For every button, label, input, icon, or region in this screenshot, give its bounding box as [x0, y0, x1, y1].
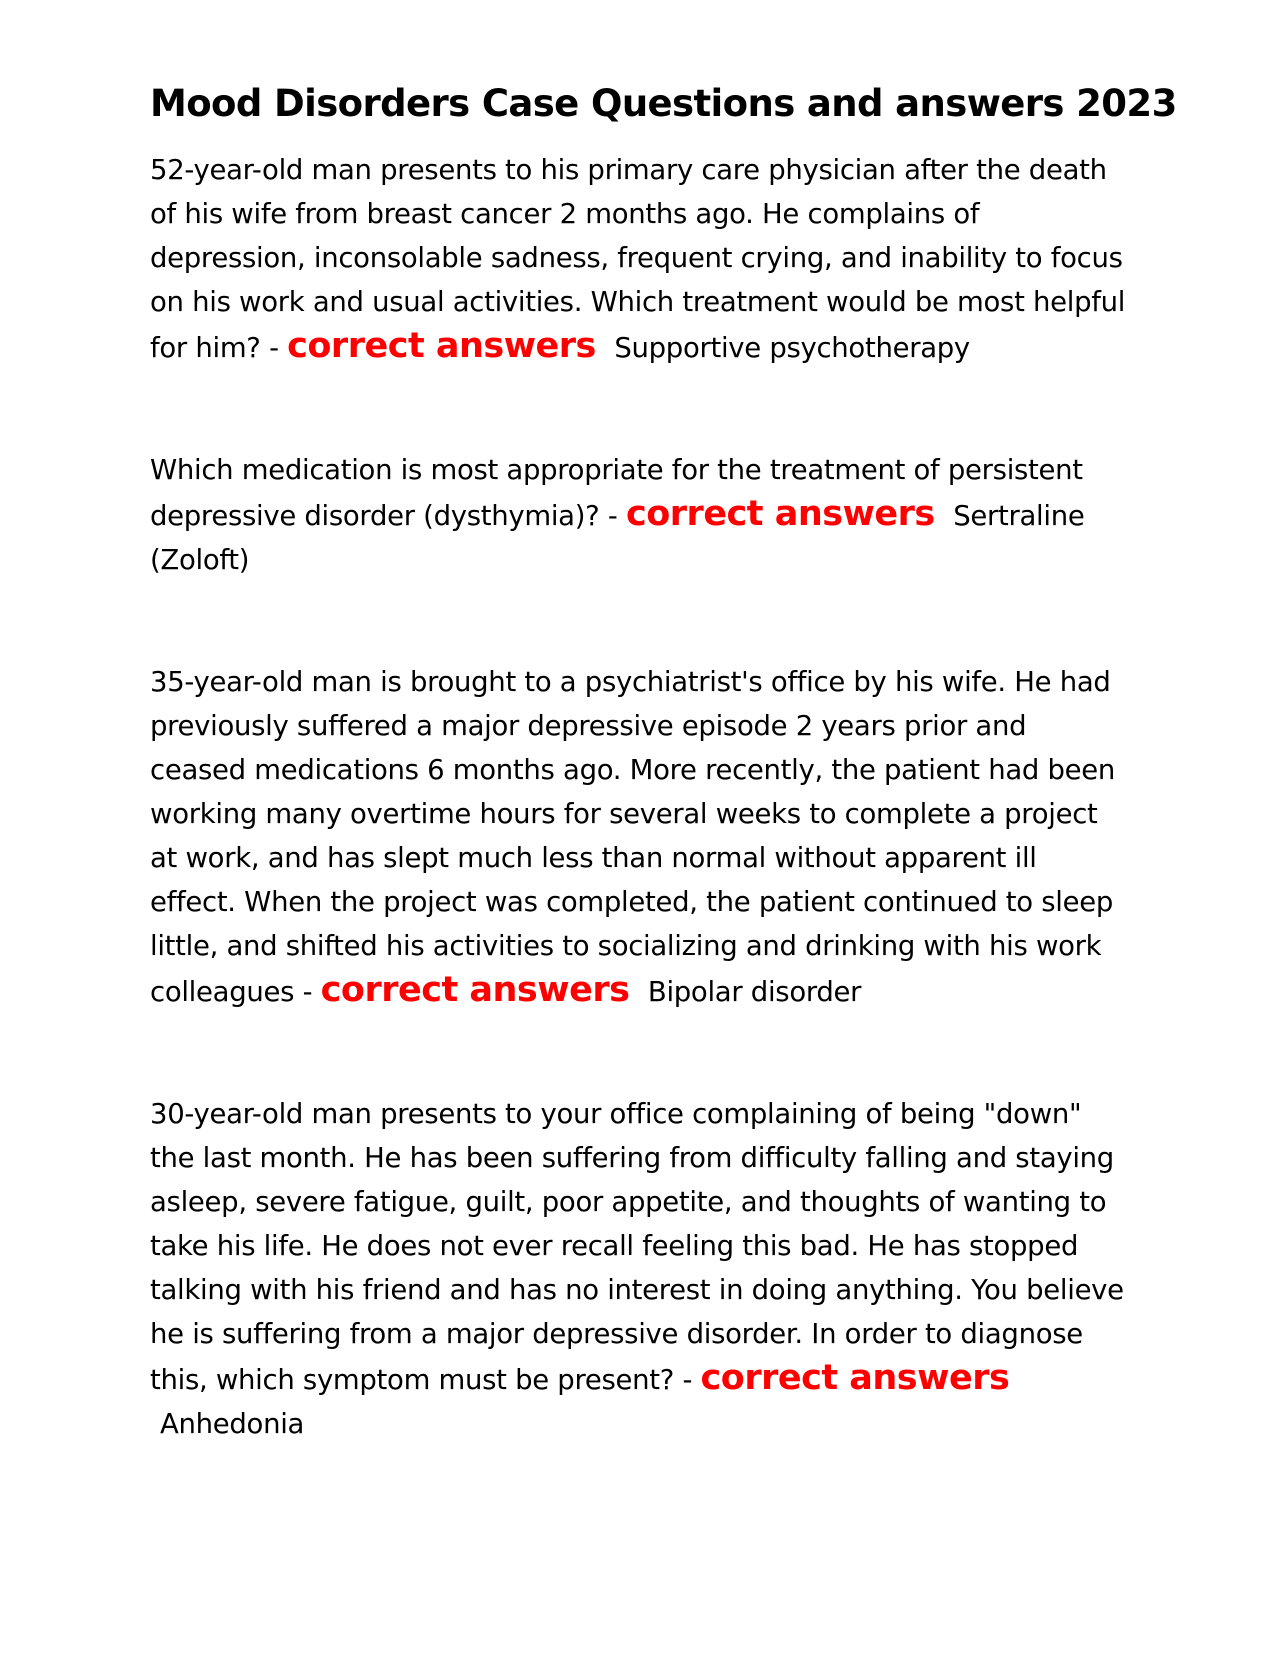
qa-item: [150, 660, 1130, 1014]
answer-text: Anhedonia: [160, 1408, 305, 1440]
qa-item: [150, 448, 1130, 582]
question-text: 52-year-old man presents to his primary care physician after the death of his wife from breast cancer 2 months ago. He complains of depression, inconsolable sadness, frequent crying, and inability to focus on his work and usual activities. Which treatment would be most helpful for him?: [150, 154, 1126, 364]
separator: -: [302, 976, 313, 1008]
qa-item: [150, 1092, 1130, 1446]
answer-label: correct answers: [320, 970, 630, 1010]
qa-item: [150, 148, 1130, 370]
answer-label: correct answers: [626, 494, 935, 534]
question-text: Which medication is most appropriate for the treatment of persistent depressive disorder (dysthymia)?: [150, 454, 1083, 532]
separator: -: [607, 500, 618, 532]
question-text: 30-year-old man presents to your office complaining of being "down" the last month. He has been suffering from difficulty falling and staying asleep, severe fatigue, guilt, poor appetite, and thoughts of wanting to take his life. He does not ever recall feeling this bad. He has stopped talking with his friend and has no interest in doing anything. You believe he is suffering from a major depressive disorder. In order to diagnose this, which symptom must be present?: [150, 1098, 1124, 1396]
answer-label: correct answers: [700, 1358, 1010, 1398]
separator: -: [682, 1364, 693, 1396]
answer-text: Sertraline (Zoloft): [150, 500, 1085, 576]
question-text: 35-year-old man is brought to a psychiatrist's office by his wife. He had previously suffered a major depressive episode 2 years prior and ceased medications 6 months ago. More recently, the patient had been working many overtime hours for several weeks to complete a project at work, and has slept much less than normal without apparent ill effect. When the project was completed, the patient continued to sleep little, and shifted his activities to socializing and drinking with his work colleagues: [150, 666, 1116, 1008]
page-title: Mood Disorders Case Questions and answers 2023: [150, 82, 1177, 125]
answer-label: correct answers: [287, 326, 596, 366]
separator: -: [269, 332, 279, 364]
document-content: [150, 78, 1177, 1446]
answer-text: Supportive psychotherapy: [614, 332, 970, 364]
answer-text: Bipolar disorder: [647, 976, 862, 1008]
